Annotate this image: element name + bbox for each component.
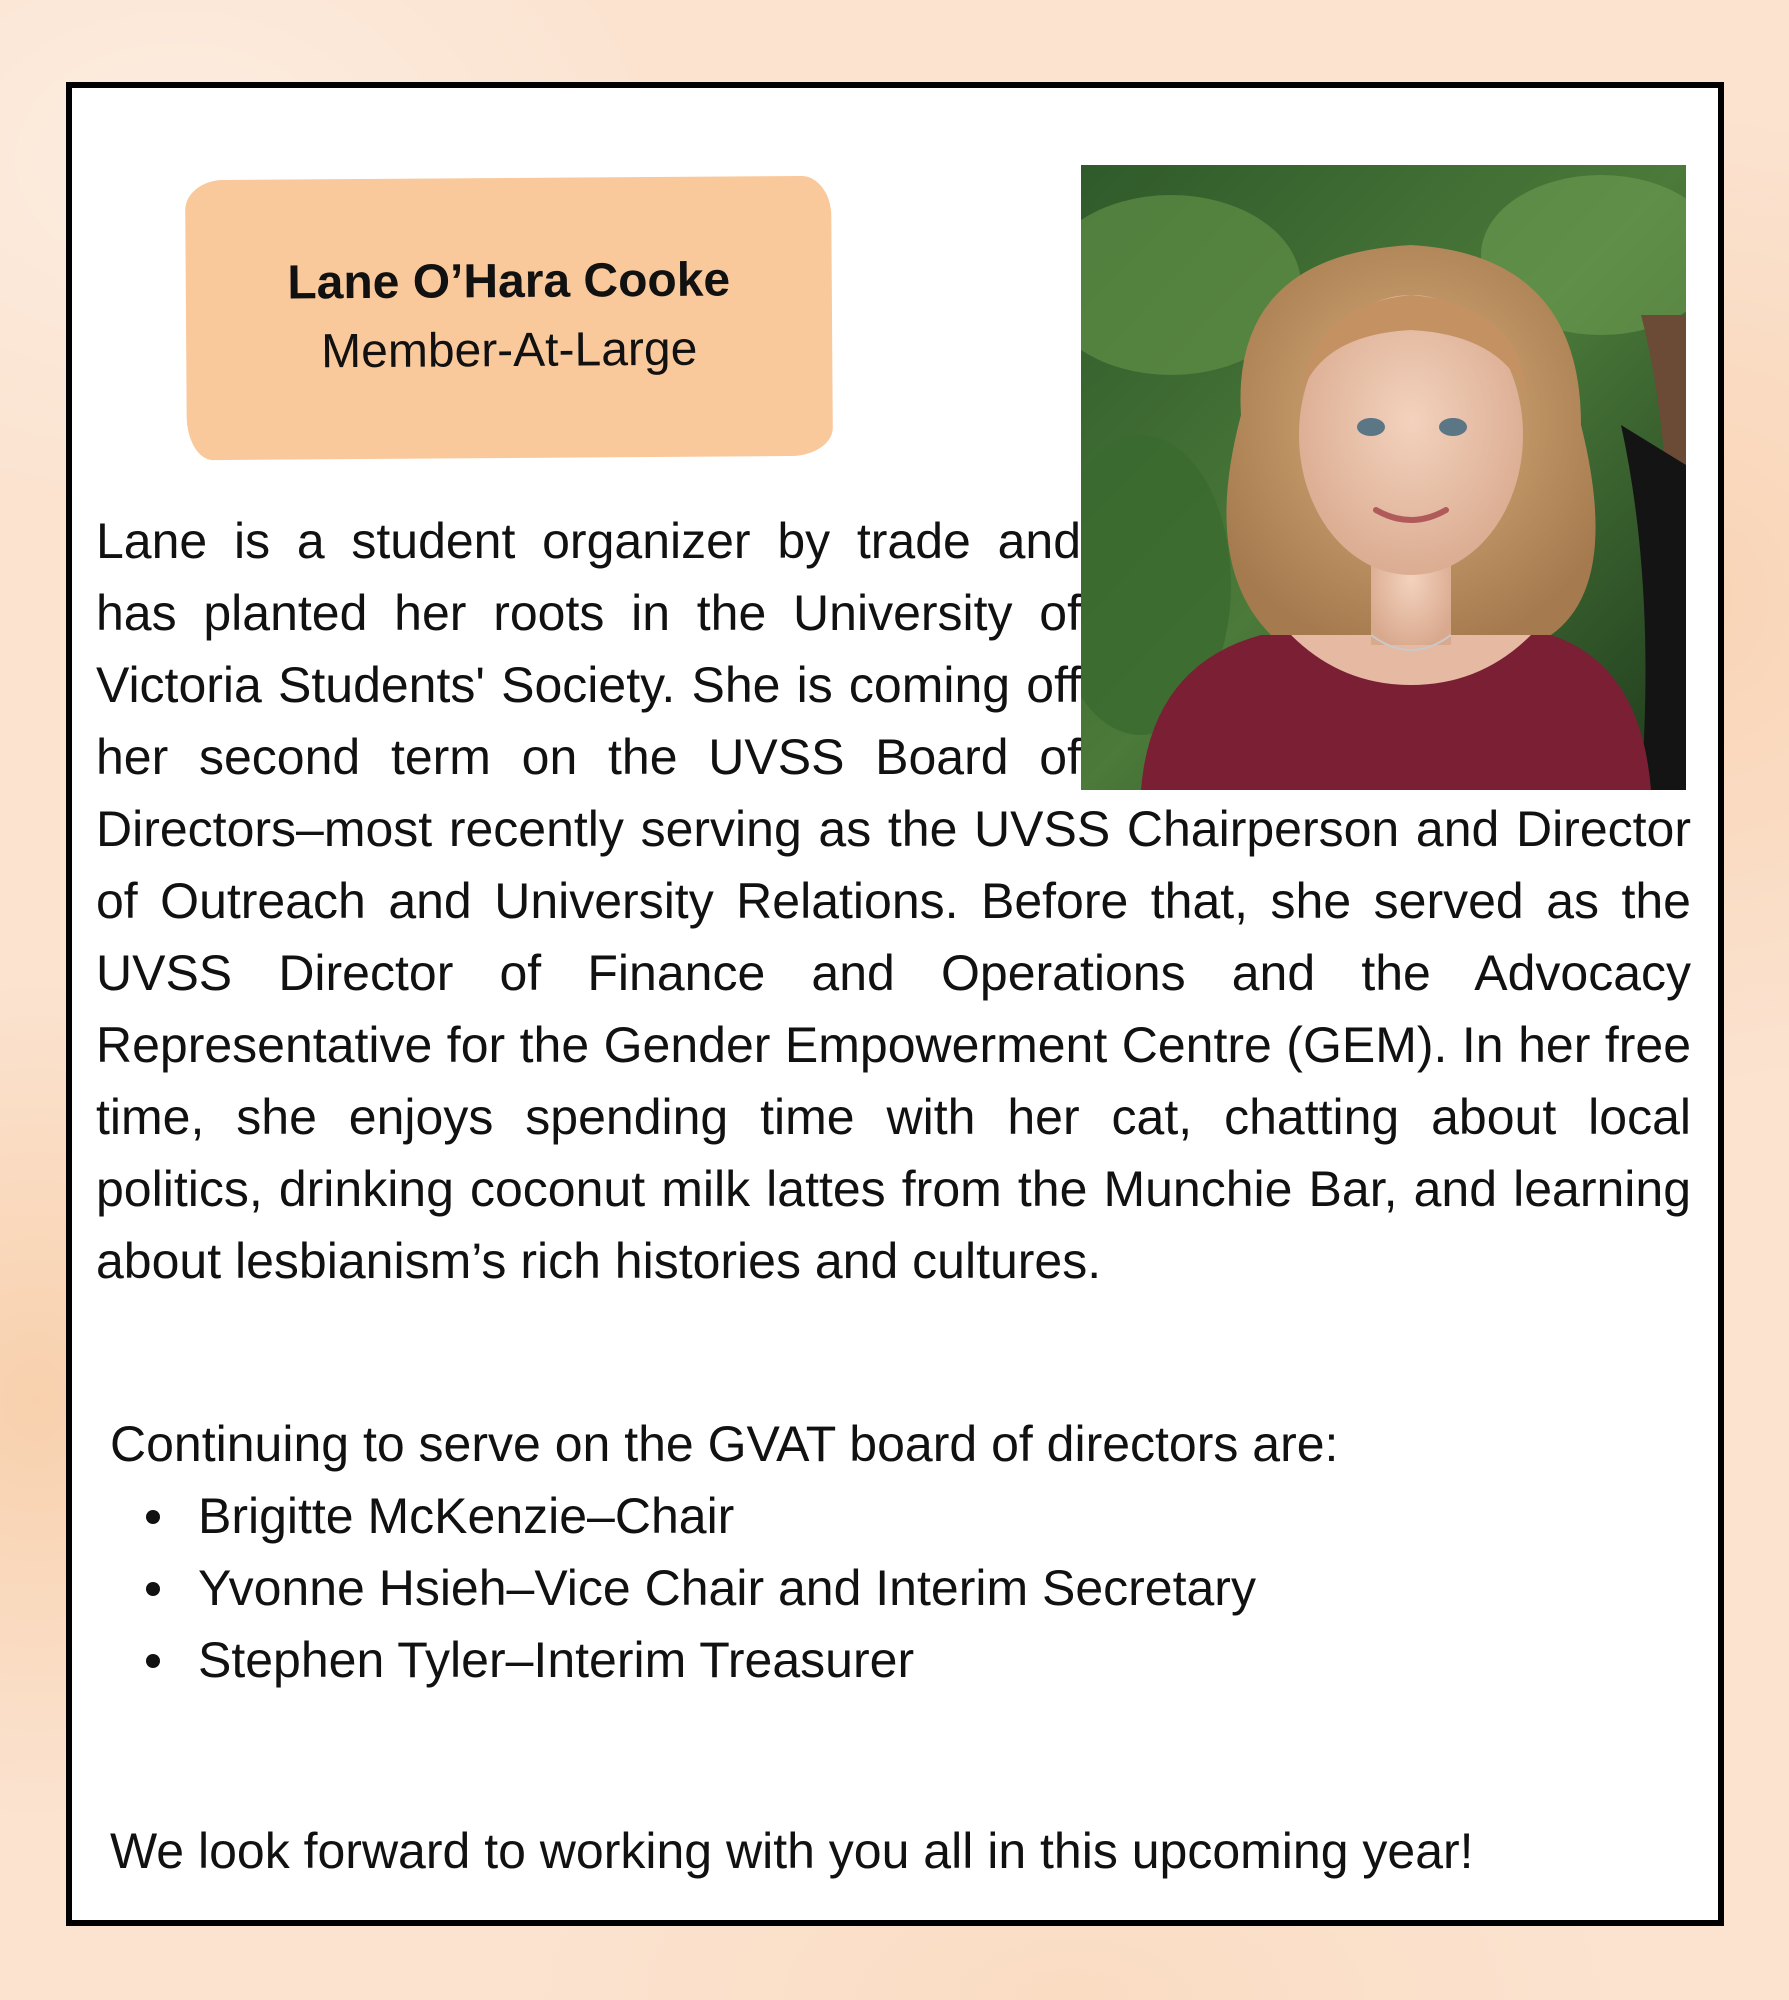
board-member-item: Stephen Tyler–Interim Treasurer bbox=[110, 1624, 1256, 1696]
board-member-list bbox=[110, 1480, 1256, 1696]
board-member-item: Yvonne Hsieh–Vice Chair and Interim Secretary bbox=[110, 1552, 1256, 1624]
photo-text-wrap-spacer bbox=[1081, 505, 1691, 790]
profile-bio bbox=[96, 505, 1691, 1297]
profile-bio-text: Lane is a student organizer by trade and has planted her roots in the University of Victoria Students' Society. She is coming off her second term on the UVSS Board of Directors–most recently serving as the UVSS Chairperson and Director of Outreach and University Relations. Before that, she served as the UVSS Director of Finance and Operations and the Advocacy Representative for the Gender Empowerment Centre (GEM). In her free time, she enjoys spending time with her cat, chatting about local politics, drinking coconut milk lattes from the Munchie Bar, and learning about lesbianism’s rich histories and cultures. bbox=[96, 513, 1691, 1289]
profile-card bbox=[66, 82, 1724, 1926]
board-member-item: Brigitte McKenzie–Chair bbox=[110, 1480, 1256, 1552]
closing-message: We look forward to working with you all in this upcoming year! bbox=[110, 1823, 1474, 1879]
board-intro: Continuing to serve on the GVAT board of directors are: bbox=[110, 1416, 1339, 1472]
name-tag bbox=[185, 176, 833, 461]
profile-role: Member-At-Large bbox=[320, 322, 698, 379]
profile-name: Lane O’Hara Cooke bbox=[287, 253, 731, 310]
